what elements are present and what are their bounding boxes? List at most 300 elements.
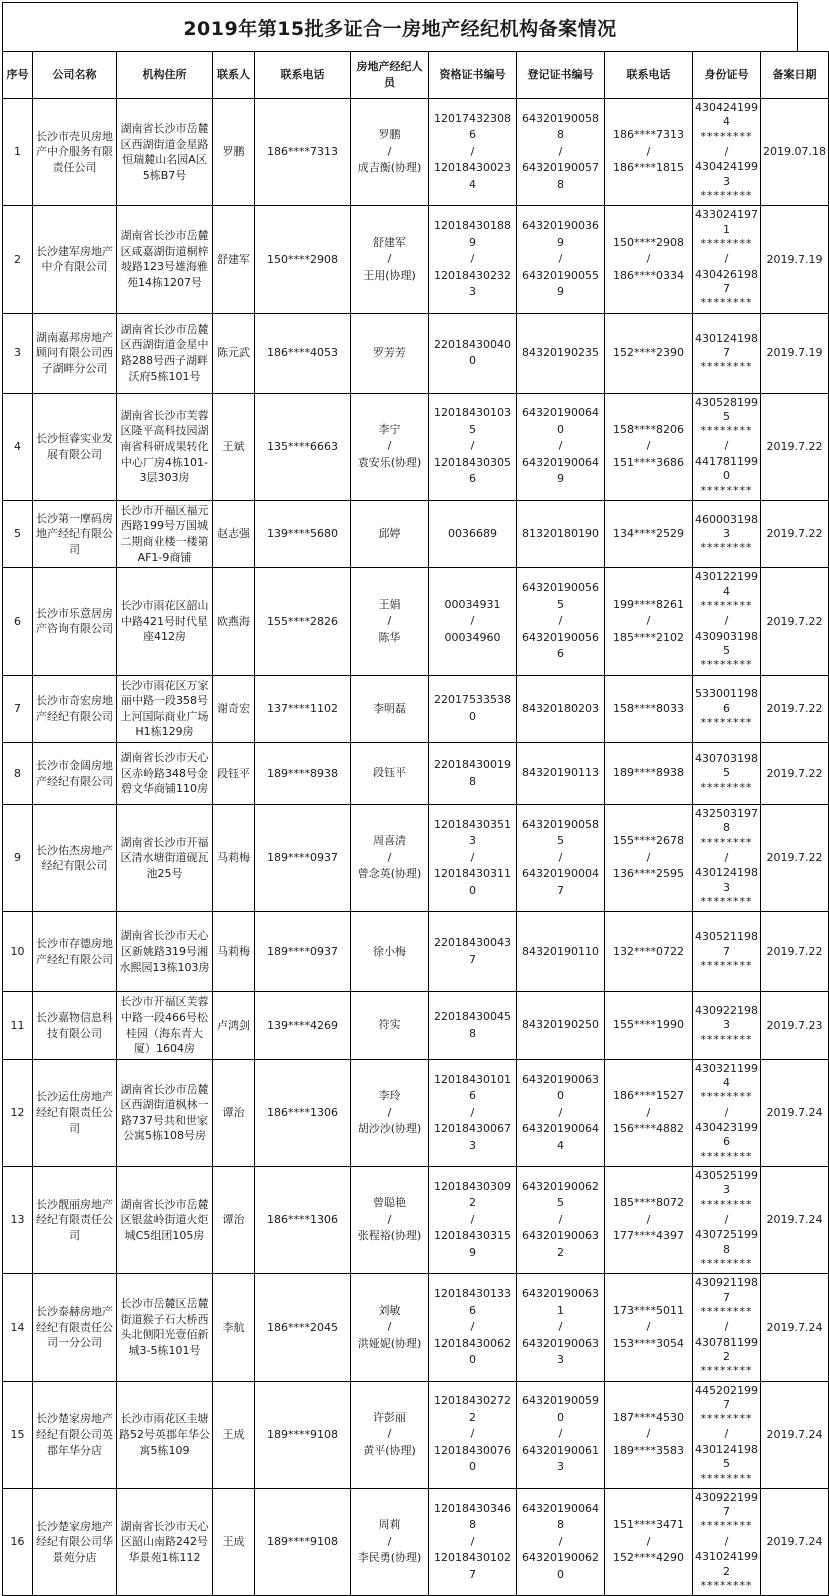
- agent-phone: 187****4530: [613, 1410, 684, 1424]
- id-prefix: 4307031985: [695, 752, 758, 780]
- agent-phones-cell: [605, 805, 693, 912]
- qualification-number: 120184301016: [434, 1072, 511, 1103]
- id-prefix: 4305281995: [695, 395, 758, 423]
- id-masked-part: ********: [700, 483, 753, 497]
- company-address: 湖南省长沙市岳麓区咸嘉湖街道桐梓坡路123号雄海雅苑14栋1207号: [117, 206, 213, 313]
- company-address: 长沙市开福区芙蓉中路一段466号松桂园（海东青大厦）1604房: [117, 992, 213, 1059]
- agent-name: 徐小梅: [373, 944, 406, 958]
- separator-slash: /: [470, 614, 475, 628]
- contact-phone: 186****1306: [255, 1167, 351, 1274]
- separator-slash: /: [558, 252, 563, 266]
- agents-cell: [351, 313, 429, 393]
- id-prefix: 4301241987: [695, 331, 758, 359]
- registration-cell: [517, 805, 605, 912]
- contact-phone: 186****4053: [255, 313, 351, 393]
- separator-slash: /: [387, 850, 392, 864]
- contact-phone: 139****5680: [255, 500, 351, 567]
- contact-person: 王成: [213, 1488, 255, 1595]
- agent-name: 王用(协理): [363, 268, 416, 282]
- separator-slash: /: [470, 439, 475, 453]
- registration-cell: [517, 99, 605, 206]
- id-prefix: 4325031978: [695, 807, 758, 835]
- contact-person: 段钰平: [213, 743, 255, 805]
- agent-phone: 186****1527: [613, 1089, 684, 1103]
- separator-slash: /: [387, 1534, 392, 1548]
- id-number-cell: [693, 805, 761, 912]
- company-address: 湖南省长沙市岳麓区西湖街道金星中路288号西子湖畔沃府5栋101号: [117, 313, 213, 393]
- contact-phone: 189****9108: [255, 1488, 351, 1595]
- separator-slash: /: [387, 1427, 392, 1441]
- qualification-number: 120184300673: [434, 1122, 511, 1152]
- registration-number: 643201900640: [522, 406, 599, 436]
- registration-cell: [517, 1381, 605, 1488]
- id-masked-part: ********: [700, 780, 753, 794]
- id-masked-part: ********: [700, 894, 753, 908]
- table-row: [3, 393, 829, 500]
- agent-name: 罗芳芳: [373, 345, 406, 359]
- contact-phone: 155****2826: [255, 568, 351, 675]
- id-number-cell: [693, 99, 761, 206]
- table-row: [3, 206, 829, 313]
- qualification-number: 120184302722: [434, 1394, 511, 1424]
- registration-number: 643201900590: [522, 1394, 599, 1424]
- registration-number: 643201900625: [522, 1179, 599, 1210]
- agent-phone: 173****5011: [613, 1303, 684, 1317]
- filing-date: 2019.7.24: [761, 1167, 829, 1274]
- id-masked-part: ********: [700, 835, 753, 849]
- filing-date: 2019.7.24: [761, 1381, 829, 1488]
- contact-person: 王斌: [213, 393, 255, 500]
- agent-name: 符实: [378, 1018, 401, 1032]
- registration-cell: [517, 1059, 605, 1166]
- contact-person: 谢奇宏: [213, 675, 255, 742]
- id-number-cell: [693, 206, 761, 313]
- separator-slash: /: [558, 850, 563, 864]
- header-col-phone2: 联系电话: [605, 52, 693, 99]
- qualification-cell: [429, 99, 517, 206]
- registration-number: 643201900649: [522, 455, 599, 486]
- agent-phone: 134****2529: [613, 526, 684, 540]
- id-prefix: 4301241983: [695, 866, 758, 894]
- id-number-cell: [693, 1381, 761, 1488]
- agent-phone: 186****0334: [613, 268, 684, 282]
- document-page: [2, 2, 826, 1596]
- id-number-cell: [693, 1059, 761, 1166]
- id-masked-part: ********: [700, 1412, 753, 1426]
- separator-slash: /: [470, 1320, 475, 1334]
- id-number-cell: [693, 675, 761, 742]
- id-masked-part: ********: [700, 360, 753, 374]
- separator-slash: /: [646, 252, 651, 266]
- table-row: [3, 743, 829, 805]
- id-masked-part: ********: [700, 129, 753, 143]
- header-col-no: 序号: [3, 52, 33, 99]
- filing-date: 2019.7.22: [761, 805, 829, 912]
- registration-cell: [517, 675, 605, 742]
- company-name: 长沙市壳贝房地产中介服务有限责任公司: [33, 99, 117, 206]
- row-number: 16: [3, 1488, 33, 1595]
- filing-date: 2019.7.19: [761, 313, 829, 393]
- separator-slash: /: [724, 144, 729, 158]
- agent-name: 段钰平: [373, 766, 406, 780]
- agent-name: 曾聪艳: [373, 1196, 406, 1210]
- agent-phone: 150****2908: [613, 235, 684, 249]
- separator-slash: /: [387, 439, 392, 453]
- contact-person: 卢鸿剑: [213, 992, 255, 1059]
- agent-name: 袁安乐(协理): [357, 455, 422, 469]
- registration-number: 84320190113: [522, 766, 599, 780]
- agent-phone: 151****3471: [613, 1518, 684, 1532]
- header-col-contact: 联系人: [213, 52, 255, 99]
- agents-cell: [351, 1059, 429, 1166]
- registration-cell: [517, 393, 605, 500]
- company-address: 湖南省长沙市天心区赤岭路348号金碧文华商铺110房: [117, 743, 213, 805]
- company-name: 长沙楚家房地产经纪有限公司华景苑分店: [33, 1488, 117, 1595]
- id-masked-part: ********: [700, 1519, 753, 1533]
- agent-name: 李宁: [378, 422, 401, 436]
- contact-person: 赵志强: [213, 500, 255, 567]
- contact-phone: 189****9108: [255, 1381, 351, 1488]
- id-masked-part: ********: [700, 188, 753, 202]
- registration-cell: [517, 568, 605, 675]
- agent-phone: 177****4397: [613, 1229, 684, 1243]
- agent-phone: 185****2102: [613, 630, 684, 644]
- table-row: [3, 992, 829, 1059]
- separator-slash: /: [724, 439, 729, 453]
- qualification-number: 120184301336: [434, 1287, 511, 1317]
- id-number-cell: [693, 1274, 761, 1381]
- qualification-number: 220184300437: [434, 936, 511, 966]
- agent-name: 陈华: [378, 630, 401, 644]
- id-number-cell: [693, 743, 761, 805]
- table-row: [3, 675, 829, 742]
- header-col-agents: 房地产经纪人员: [351, 52, 429, 99]
- registration-cell: [517, 1488, 605, 1595]
- qualification-cell: [429, 206, 517, 313]
- company-address: 湖南省长沙市天心区新姚路319号湘水熙园13栋103房: [117, 912, 213, 992]
- header-col-address: 机构住所: [117, 52, 213, 99]
- company-name: 长沙嘉物信息科技有限公司: [33, 992, 117, 1059]
- row-number: 5: [3, 500, 33, 567]
- agent-phones-cell: [605, 99, 693, 206]
- contact-person: 马莉梅: [213, 912, 255, 992]
- registration-cell: [517, 912, 605, 992]
- id-prefix: 4301241985: [695, 1442, 758, 1471]
- contact-person: 李航: [213, 1274, 255, 1381]
- qualification-number: 120174323086: [434, 111, 511, 142]
- company-name: 长沙恒睿实业发展有限公司: [33, 393, 117, 500]
- filing-date: 2019.7.24: [761, 1059, 829, 1166]
- filing-date: 2019.7.22: [761, 500, 829, 567]
- id-masked-part: ********: [700, 424, 753, 438]
- id-prefix: 4304241993: [695, 160, 758, 188]
- qualification-number: 120184301035: [434, 406, 511, 436]
- id-prefix: 4310241992: [695, 1550, 758, 1578]
- company-name: 长沙建军房地产中介有限公司: [33, 206, 117, 313]
- contact-phone: 189****0937: [255, 805, 351, 912]
- separator-slash: /: [470, 1534, 475, 1548]
- contact-person: 谭治: [213, 1059, 255, 1166]
- registration-cell: [517, 743, 605, 805]
- separator-slash: /: [387, 614, 392, 628]
- id-number-cell: [693, 568, 761, 675]
- qualification-number: 120184303092: [434, 1179, 511, 1210]
- agents-cell: [351, 500, 429, 567]
- agents-cell: [351, 568, 429, 675]
- qualification-number: 00034960: [444, 630, 501, 644]
- contact-phone: 186****1306: [255, 1059, 351, 1166]
- agents-cell: [351, 992, 429, 1059]
- company-name: 长沙楚家房地产经纪有限公司英郡年华分店: [33, 1381, 117, 1488]
- contact-person: 马莉梅: [213, 805, 255, 912]
- header-col-qual: 资格证书编号: [429, 52, 517, 99]
- separator-slash: /: [558, 1534, 563, 1548]
- agent-name: 邱婷: [378, 526, 401, 540]
- agents-cell: [351, 206, 429, 313]
- separator-slash: /: [558, 1105, 563, 1119]
- id-masked-part: ********: [700, 1304, 753, 1318]
- separator-slash: /: [387, 1212, 392, 1226]
- agent-phones-cell: [605, 1274, 693, 1381]
- agent-phone: 199****8261: [613, 597, 684, 611]
- agent-name: 胡沙沙(协理): [357, 1122, 422, 1136]
- separator-slash: /: [724, 1212, 729, 1226]
- agent-phones-cell: [605, 206, 693, 313]
- separator-slash: /: [387, 1105, 392, 1119]
- contact-person: 欧燕海: [213, 568, 255, 675]
- table-row: [3, 805, 829, 912]
- separator-slash: /: [646, 614, 651, 628]
- qualification-cell: [429, 393, 517, 500]
- company-name: 长沙市乐意居房产咨询有限公司: [33, 568, 117, 675]
- company-name: 长沙运仕房地产经纪有限责任公司: [33, 1059, 117, 1166]
- registration-number: 643201900559: [522, 268, 599, 299]
- contact-phone: 189****0937: [255, 912, 351, 992]
- id-masked-part: ********: [700, 1032, 753, 1046]
- registration-number: 84320180203: [522, 701, 599, 715]
- separator-slash: /: [724, 1427, 729, 1441]
- agent-phones-cell: [605, 1488, 693, 1595]
- registration-number: 643201900632: [522, 1229, 599, 1259]
- table-row: [3, 1274, 829, 1381]
- row-number: 1: [3, 99, 33, 206]
- id-number-cell: [693, 500, 761, 567]
- agent-name: 李民勇(协理): [357, 1551, 422, 1565]
- contact-person: 王成: [213, 1381, 255, 1488]
- agent-phone: 189****8938: [613, 766, 684, 780]
- qualification-number: 120184303513: [434, 817, 511, 848]
- separator-slash: /: [646, 1427, 651, 1441]
- agents-cell: [351, 99, 429, 206]
- registration-number: 643201900613: [522, 1443, 599, 1474]
- company-address: 湖南省长沙市岳麓区西湖街道枫林一路737号共和世家公寓5栋108号房: [117, 1059, 213, 1166]
- registration-number: 643201900588: [522, 111, 599, 142]
- id-prefix: 4600031983: [695, 512, 758, 540]
- filing-date: 2019.7.22: [761, 912, 829, 992]
- separator-slash: /: [646, 439, 651, 453]
- agents-cell: [351, 805, 429, 912]
- table-row: [3, 912, 829, 992]
- registration-number: 643201900644: [522, 1122, 599, 1152]
- separator-slash: /: [558, 1212, 563, 1226]
- table-row: [3, 568, 829, 675]
- separator-slash: /: [724, 614, 729, 628]
- agent-name: 刘敏: [378, 1303, 401, 1317]
- qualification-cell: [429, 743, 517, 805]
- qualification-cell: [429, 1381, 517, 1488]
- table-body: [3, 99, 829, 1596]
- registration-cell: [517, 992, 605, 1059]
- row-number: 15: [3, 1381, 33, 1488]
- contact-person: 谭治: [213, 1167, 255, 1274]
- company-address: 湖南省长沙市开福区清水塘街道砚瓦池25号: [117, 805, 213, 912]
- row-number: 7: [3, 675, 33, 742]
- registration-number: 84320190235: [522, 345, 599, 359]
- id-masked-part: ********: [700, 598, 753, 612]
- qualification-cell: [429, 568, 517, 675]
- agent-phones-cell: [605, 912, 693, 992]
- header-col-id: 身份证号: [693, 52, 761, 99]
- agent-name: 曾念英(协理): [357, 867, 422, 881]
- agent-name: 许彭丽: [373, 1410, 406, 1424]
- agent-phones-cell: [605, 393, 693, 500]
- agents-cell: [351, 675, 429, 742]
- id-prefix: 4309031985: [695, 629, 758, 657]
- id-number-cell: [693, 1488, 761, 1595]
- qualification-number: 0036689: [448, 526, 497, 540]
- filing-date: 2019.7.24: [761, 1488, 829, 1595]
- qualification-number: 120184303468: [434, 1501, 511, 1532]
- id-masked-part: ********: [700, 1197, 753, 1211]
- agents-cell: [351, 393, 429, 500]
- company-name: 长沙市金阔房地产经纪有限公司: [33, 743, 117, 805]
- row-number: 11: [3, 992, 33, 1059]
- qualification-cell: [429, 992, 517, 1059]
- separator-slash: /: [646, 850, 651, 864]
- registration-cell: [517, 1274, 605, 1381]
- agent-phone: 151****3686: [613, 455, 684, 469]
- separator-slash: /: [646, 1212, 651, 1226]
- id-number-cell: [693, 912, 761, 992]
- qualification-number: 120184303056: [434, 455, 511, 486]
- table-row: [3, 1381, 829, 1488]
- agent-name: 成吉衡(协理): [357, 161, 422, 175]
- qualification-cell: [429, 1488, 517, 1595]
- row-number: 4: [3, 393, 33, 500]
- agent-phone: 158****8206: [613, 422, 684, 436]
- agent-phones-cell: [605, 500, 693, 567]
- company-address: 长沙市雨花区韶山中路421号时代星座412房: [117, 568, 213, 675]
- id-masked-part: ********: [700, 296, 753, 310]
- separator-slash: /: [558, 1320, 563, 1334]
- separator-slash: /: [558, 439, 563, 453]
- company-name: 长沙市奇宏房地产经纪有限公司: [33, 675, 117, 742]
- separator-slash: /: [724, 1534, 729, 1548]
- qualification-number: 120184300234: [434, 161, 511, 191]
- agent-phone: 132****0722: [613, 944, 684, 958]
- registration-number: 643201900578: [522, 161, 599, 191]
- company-address: 湖南省长沙市岳麓区银盆岭街道火炬城C5组团105房: [117, 1167, 213, 1274]
- company-address: 长沙市岳麓区岳麓街道猴子石大桥西头北侧阳光壹佰新城3-5栋101号: [117, 1274, 213, 1381]
- header-row: [3, 52, 829, 99]
- id-prefix: 4304231996: [695, 1121, 758, 1149]
- agent-phone: 155****1990: [613, 1018, 684, 1032]
- contact-phone: 135****6663: [255, 393, 351, 500]
- row-number: 3: [3, 313, 33, 393]
- separator-slash: /: [724, 1320, 729, 1334]
- filing-date: 2019.07.18: [761, 99, 829, 206]
- agent-name: 王娟: [378, 597, 401, 611]
- id-masked-part: ********: [700, 1256, 753, 1270]
- contact-phone: 186****2045: [255, 1274, 351, 1381]
- registration-number: 84320190110: [522, 944, 599, 958]
- id-masked-part: ********: [700, 715, 753, 729]
- id-number-cell: [693, 992, 761, 1059]
- qualification-number: 120184303159: [434, 1229, 511, 1259]
- agent-name: 李玲: [378, 1089, 401, 1103]
- table-header: [3, 52, 829, 99]
- qualification-cell: [429, 1274, 517, 1381]
- agent-name: 洪娅妮(协理): [357, 1336, 422, 1350]
- table-row: [3, 99, 829, 206]
- qualification-cell: [429, 1167, 517, 1274]
- table-row: [3, 313, 829, 393]
- qualification-number: 220184300400: [434, 337, 511, 368]
- agent-phones-cell: [605, 1059, 693, 1166]
- registration-number: 84320190250: [522, 1018, 599, 1032]
- separator-slash: /: [646, 1105, 651, 1119]
- qualification-number: 120184301027: [434, 1551, 511, 1581]
- separator-slash: /: [470, 1212, 475, 1226]
- agent-phone: 158****8033: [613, 701, 684, 715]
- registration-cell: [517, 1167, 605, 1274]
- id-prefix: 4301221994: [695, 570, 758, 598]
- document-title: 2019年第15批多证合一房地产经纪机构备案情况: [2, 2, 798, 51]
- id-prefix: 4309221997: [695, 1490, 758, 1519]
- agent-name: 周莉: [378, 1518, 401, 1532]
- agent-phone: 189****3583: [613, 1443, 684, 1457]
- agents-cell: [351, 1381, 429, 1488]
- qualification-number: 120184300620: [434, 1336, 511, 1367]
- agent-phones-cell: [605, 313, 693, 393]
- separator-slash: /: [470, 850, 475, 864]
- separator-slash: /: [387, 1320, 392, 1334]
- contact-phone: 189****8938: [255, 743, 351, 805]
- id-number-cell: [693, 313, 761, 393]
- separator-slash: /: [470, 252, 475, 266]
- agent-phone: 186****7313: [613, 128, 684, 142]
- agents-cell: [351, 912, 429, 992]
- agent-phone: 152****2390: [613, 345, 684, 359]
- agent-name: 李明磊: [373, 701, 406, 715]
- agent-phones-cell: [605, 568, 693, 675]
- registration-number: 643201900047: [522, 867, 599, 897]
- qualification-number: 120184303110: [434, 867, 511, 897]
- id-prefix: 4307811992: [695, 1335, 758, 1363]
- filing-date: 2019.7.22: [761, 393, 829, 500]
- id-number-cell: [693, 393, 761, 500]
- row-number: 12: [3, 1059, 33, 1166]
- registration-number: 643201900565: [522, 581, 599, 611]
- registration-number: 643201900369: [522, 219, 599, 249]
- filing-date: 2019.7.22: [761, 743, 829, 805]
- id-prefix: 4303211994: [695, 1061, 758, 1090]
- id-masked-part: ********: [700, 1090, 753, 1104]
- agents-cell: [351, 1274, 429, 1381]
- id-prefix: 4304241994: [695, 101, 758, 129]
- separator-slash: /: [558, 1427, 563, 1441]
- header-col-phone: 联系电话: [255, 52, 351, 99]
